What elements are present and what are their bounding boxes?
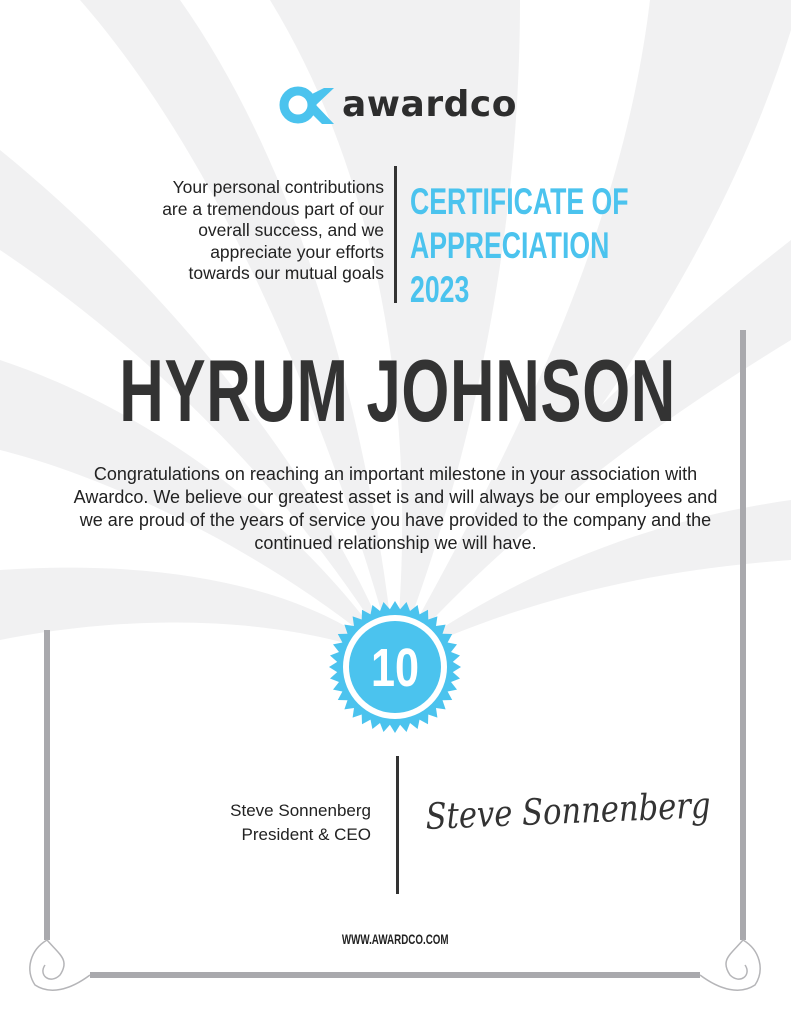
signer-name: Steve Sonnenberg (230, 801, 371, 820)
signer-block (230, 799, 371, 847)
awardco-logo-icon (278, 84, 334, 126)
intro-text (124, 177, 384, 285)
logo-wordmark: awardco (342, 84, 517, 125)
certificate-title (410, 180, 629, 312)
intro-line: overall success, and we (198, 220, 384, 240)
signer-title: President & CEO (241, 825, 371, 844)
signature-divider (396, 756, 399, 894)
footer-url (0, 931, 791, 949)
certificate-year: 2023 (410, 269, 470, 310)
intro-line: are a tremendous part of our (162, 198, 384, 219)
title-line-1: CERTIFICATE OF (410, 181, 629, 222)
recipient-name-text: HYRUM JOHNSON (119, 341, 677, 440)
seal-years: 10 (370, 638, 420, 699)
signature: Steve Sonnenberg (425, 785, 712, 838)
website-link[interactable]: WWW.AWARDCO.COM (342, 931, 449, 947)
intro-line: Your personal contributions (172, 177, 384, 197)
years-seal-badge (328, 600, 462, 734)
intro-line: appreciate your efforts (210, 241, 384, 262)
title-line-2: APPRECIATION (410, 225, 610, 266)
message-text: Congratulations on reaching an important milestone in your association with Awardco. We believe our greatest asset is and will always be our employees and we are proud of the years of service you have provided to the company and the continued relationship we will have. (73, 464, 718, 553)
intro-line: towards our mutual goals (188, 263, 384, 283)
recipient-name (0, 340, 791, 442)
divider (394, 166, 397, 303)
awardco-logo (278, 82, 518, 128)
